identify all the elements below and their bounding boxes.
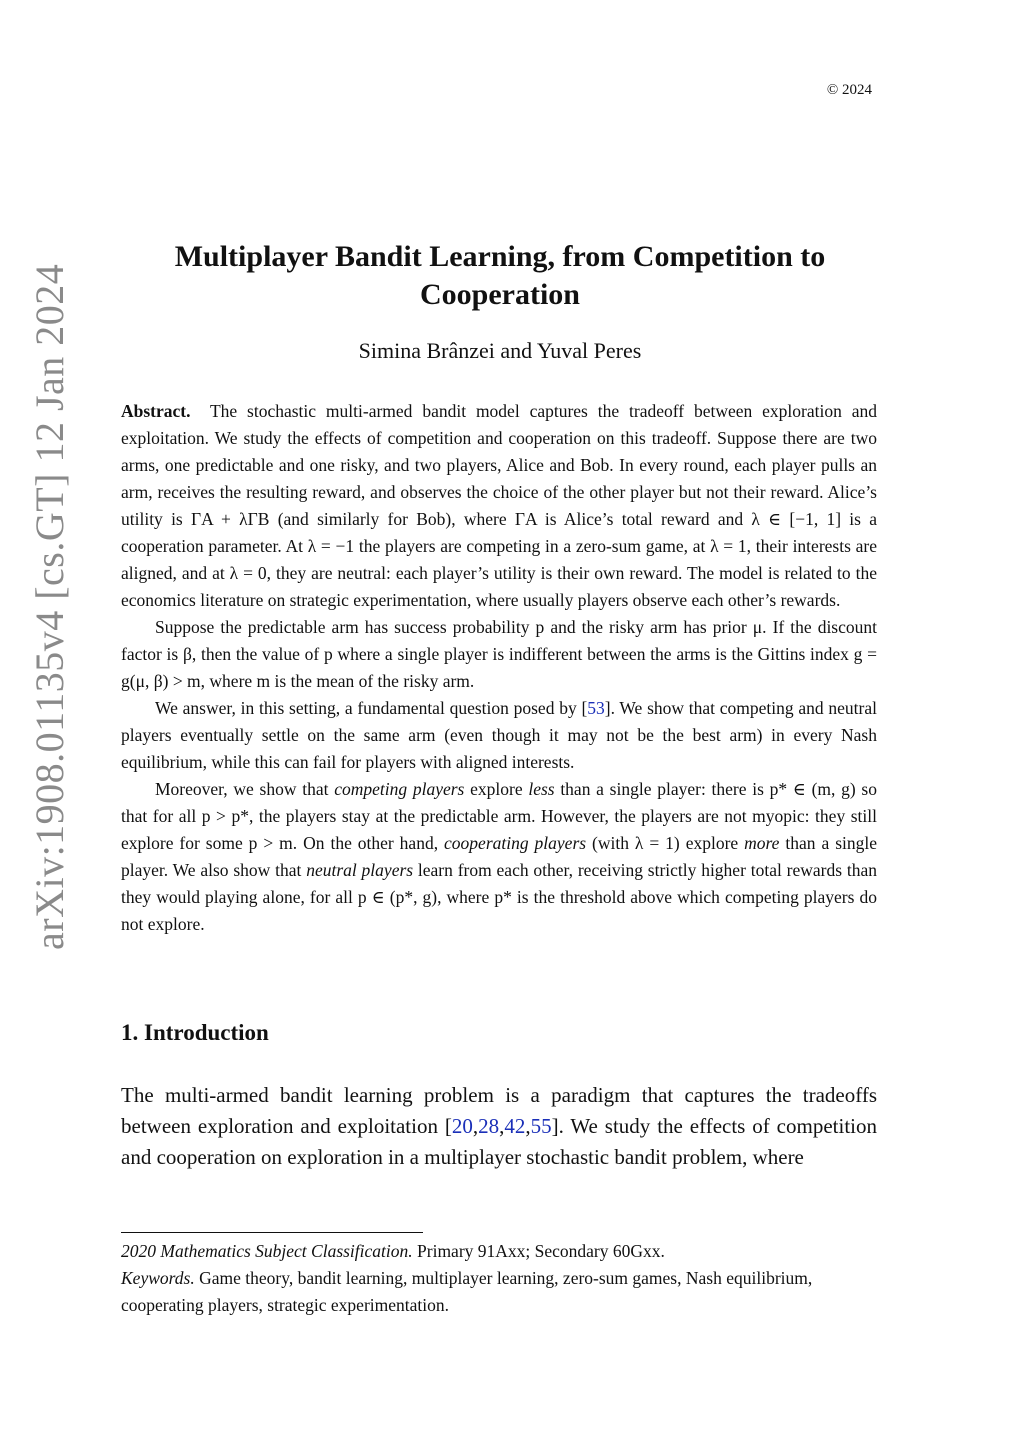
- emphasis-cooperating: cooperating players: [444, 833, 587, 853]
- footnote-divider: [121, 1232, 423, 1233]
- emphasis-neutral: neutral players: [306, 860, 414, 880]
- abstract-text-3a: We answer, in this setting, a fundamental question posed by [: [155, 698, 588, 718]
- abstract-paragraph-3: [121, 695, 877, 776]
- emphasis-competing: competing players: [334, 779, 465, 799]
- abstract-text-4-3: than a single player: there is p* ∈ (m, g) so that for all p > p*, the players stay at the predictable arm. However, the players are not myopic: they still explore for some p > m. On the other hand,: [121, 779, 877, 853]
- intro-text-2: ]. We study the effects of competition and cooperation on exploration in a multiplayer stochastic bandit problem, where: [121, 1114, 877, 1169]
- abstract-paragraph-1: [121, 398, 877, 614]
- arxiv-stamp: arXiv:1908.01135v4 [cs.GT] 12 Jan 2024: [27, 263, 72, 950]
- abstract-paragraph-4: [121, 776, 877, 938]
- section-heading: 1. Introduction: [121, 1020, 269, 1045]
- paper-authors: Simina Brânzei and Yuval Peres: [358, 338, 642, 363]
- copyright-notice: © 2024: [826, 82, 872, 98]
- introduction-paragraph: The multi-armed bandit learning problem is a paradigm that captures the tradeoffs between exploration and exploitation [20,28,42,55]. We study the effects of competition and cooperation on exploration in a multiplayer stochastic bandit problem, where: [121, 1083, 877, 1169]
- keywords-text: Game theory, bandit learning, multiplayer learning, zero-sum games, Nash equilibrium, cooperating players, strategic experimentation.: [121, 1268, 813, 1315]
- abstract: [121, 398, 877, 938]
- emphasis-more: more: [744, 833, 780, 853]
- msc-text: Primary 91Axx; Secondary 60Gxx.: [412, 1241, 665, 1261]
- citation-link[interactable]: 53: [587, 698, 605, 718]
- intro-text-1: The multi-armed bandit learning problem is a paradigm that captures the tradeoffs between exploration and exploitation [: [121, 1083, 877, 1138]
- abstract-text-4-4: (with λ = 1) explore: [586, 833, 745, 853]
- emphasis-less: less: [528, 779, 555, 799]
- citation-link[interactable]: 55: [530, 1114, 552, 1138]
- abstract-text-4-6: learn from each other, receiving strictly higher total rewards than they would playing alone, for all p ∈ (p*, g), where p* is the threshold above which competing players do not explore.: [121, 860, 877, 934]
- abstract-text-4-1: Moreover, we show that: [155, 779, 335, 799]
- citation-link[interactable]: 42: [504, 1114, 526, 1138]
- abstract-text-1: The stochastic multi-armed bandit model captures the tradeoff between exploration and exploitation. We study the effects of competition and cooperation on this tradeoff. Suppose there are two arms, one predictable and one risky, and two players, Alice and Bob. In every round, each player pulls an arm, receives the resulting reward, and observes the choice of the other player but not their reward. Alice’s utility is ΓA + λΓB (and similarly for Bob), where ΓA is Alice’s total reward and λ ∈ [−1, 1] is a cooperation parameter. At λ = −1 the players are competing in a zero-sum game, at λ = 1, their interests are aligned, and at λ = 0, they are neutral: each player’s utility is their own reward. The model is related to the economics literature on strategic experimentation, where usually players observe each other’s rewards.: [121, 401, 877, 610]
- citation-link[interactable]: 20: [451, 1114, 473, 1138]
- msc-footnote: [121, 1238, 877, 1265]
- citation-link[interactable]: 28: [478, 1114, 500, 1138]
- abstract-text-4-5: than a single player. We also show that: [121, 833, 877, 880]
- footnotes: [121, 1238, 877, 1319]
- keywords-label: Keywords.: [121, 1268, 195, 1288]
- abstract-text-3b: ]. We show that competing and neutral players eventually settle on the same arm (even though it may not be the best arm) in every Nash equilibrium, while this can fail for players with aligned interests.: [121, 698, 878, 772]
- msc-label: 2020 Mathematics Subject Classification.: [121, 1241, 413, 1261]
- keywords-footnote: [121, 1265, 877, 1319]
- abstract-paragraph-2: Suppose the predictable arm has success probability p and the risky arm has prior μ. If the discount factor is β, then the value of p where a single player is indifferent between the arms is the Gittins index g = g(μ, β) > m, where m is the mean of the risky arm.: [121, 617, 877, 691]
- abstract-text-4-2: explore: [464, 779, 529, 799]
- abstract-label: Abstract.: [121, 401, 191, 421]
- paper-title: Multiplayer Bandit Learning, from Competition to Cooperation: [174, 240, 826, 311]
